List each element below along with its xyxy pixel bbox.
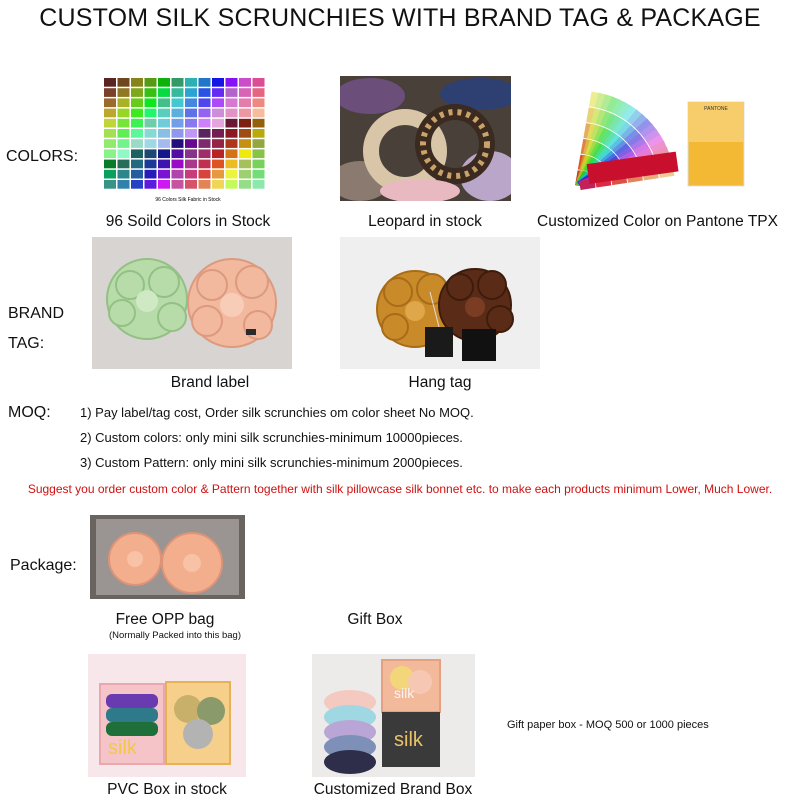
color-swatch [253, 170, 265, 179]
color-swatch [145, 98, 157, 107]
color-swatch [131, 180, 143, 189]
moq-line-1: 1) Pay label/tag cost, Order silk scrunchies om color sheet No MOQ. [80, 405, 474, 420]
color-swatch [239, 160, 251, 169]
color-swatch [185, 160, 197, 169]
moq-line-2: 2) Custom colors: only mini silk scrunchies-minimum 10000pieces. [80, 430, 463, 445]
color-swatch [104, 88, 116, 97]
color-swatch [253, 160, 265, 169]
opp-bag-image [90, 515, 245, 599]
caption-opp-bag: Free OPP bag [115, 611, 215, 628]
color-swatch [118, 78, 130, 87]
moq-line-3: 3) Custom Pattern: only mini silk scrunchies-minimum 2000pieces. [80, 455, 463, 470]
color-swatch [185, 98, 197, 107]
color-swatch [212, 78, 224, 87]
color-swatch [199, 109, 211, 118]
color-swatch [158, 78, 170, 87]
color-swatch [118, 98, 130, 107]
color-swatch [118, 139, 130, 148]
color-swatch-image [100, 76, 276, 206]
color-swatch [199, 180, 211, 189]
color-swatch [212, 129, 224, 138]
color-swatch [145, 180, 157, 189]
color-swatch [226, 180, 238, 189]
color-swatch [104, 78, 116, 87]
color-swatch [226, 129, 238, 138]
brand-box-image [312, 654, 475, 777]
color-swatch [145, 119, 157, 128]
color-swatch [239, 129, 251, 138]
color-swatch [212, 160, 224, 169]
color-swatch [118, 88, 130, 97]
color-swatch [145, 78, 157, 87]
color-swatch [145, 139, 157, 148]
color-swatch [158, 119, 170, 128]
color-swatch [185, 109, 197, 118]
color-swatch [226, 139, 238, 148]
color-swatch [104, 180, 116, 189]
color-swatch [185, 170, 197, 179]
color-swatch [131, 109, 143, 118]
color-swatch [131, 88, 143, 97]
color-swatch [239, 119, 251, 128]
color-swatch [172, 119, 184, 128]
color-swatch [199, 98, 211, 107]
color-swatch [253, 98, 265, 107]
color-swatch [118, 129, 130, 138]
brand-tag-label-line2: TAG: [8, 335, 45, 352]
opp-bag-note: (Normally Packed into this bag) [109, 630, 241, 641]
color-swatch [239, 170, 251, 179]
color-swatch [226, 149, 238, 158]
color-swatch [158, 160, 170, 169]
color-swatch [253, 129, 265, 138]
color-swatch [199, 149, 211, 158]
color-swatch [185, 78, 197, 87]
color-swatch [158, 139, 170, 148]
color-swatch [199, 78, 211, 87]
swatch-caption-text: 96 Colors Silk Fabric in Stock [155, 197, 221, 203]
color-swatch [212, 119, 224, 128]
colors-section-label: COLORS: [6, 148, 79, 165]
color-swatch [172, 109, 184, 118]
color-swatch [172, 180, 184, 189]
caption-leopard: Leopard in stock [368, 213, 482, 230]
brand-label-image [92, 237, 292, 369]
color-swatch [104, 170, 116, 179]
color-swatch [185, 180, 197, 189]
color-swatch [158, 109, 170, 118]
color-swatch [253, 119, 265, 128]
color-swatch [253, 78, 265, 87]
color-swatch [131, 119, 143, 128]
color-swatch [226, 160, 238, 169]
color-swatch [172, 98, 184, 107]
brand-box-silk-text-top: silk [394, 685, 415, 701]
color-swatch [239, 109, 251, 118]
hang-tag-image [340, 237, 540, 369]
gift-box-heading: Gift Box [347, 611, 403, 628]
brand-tag-label-line1: BRAND [8, 305, 65, 322]
leopard-image [340, 76, 511, 201]
color-swatch [185, 149, 197, 158]
color-swatch [172, 129, 184, 138]
color-swatch [118, 119, 130, 128]
color-swatch [131, 170, 143, 179]
color-swatch [199, 119, 211, 128]
color-swatch [131, 160, 143, 169]
color-swatch [104, 139, 116, 148]
pvc-box-image [88, 654, 246, 777]
color-swatch [226, 98, 238, 107]
caption-pantone: Customized Color on Pantone TPX [537, 213, 778, 230]
pantone-card-text: PANTONE [704, 106, 728, 112]
color-swatch [131, 139, 143, 148]
color-swatch [145, 88, 157, 97]
color-swatch [226, 119, 238, 128]
color-swatch [239, 88, 251, 97]
color-swatch [199, 129, 211, 138]
color-swatch [131, 98, 143, 107]
pantone-fan [560, 76, 750, 194]
moq-suggestion: Suggest you order custom color & Pattern together with silk pillowcase silk bonnet etc. to make each products minimum Lower, Much Lower. [27, 482, 773, 496]
caption-96-colors: 96 Soild Colors in Stock [105, 213, 271, 230]
color-swatch [199, 88, 211, 97]
color-swatch [172, 88, 184, 97]
color-swatch [253, 88, 265, 97]
package-label: Package: [10, 557, 77, 574]
color-swatch [104, 149, 116, 158]
color-swatch [239, 139, 251, 148]
color-swatch [118, 170, 130, 179]
color-swatch [185, 119, 197, 128]
color-swatch [239, 149, 251, 158]
color-swatch [253, 139, 265, 148]
color-swatch [185, 88, 197, 97]
color-swatch [212, 170, 224, 179]
color-swatch [118, 180, 130, 189]
color-swatch [158, 149, 170, 158]
color-swatch [172, 160, 184, 169]
color-swatch [104, 129, 116, 138]
color-swatch [226, 170, 238, 179]
brand-box-silk-text: silk [394, 729, 423, 751]
color-swatch [172, 149, 184, 158]
color-swatch [104, 160, 116, 169]
color-swatch [185, 129, 197, 138]
color-swatch [212, 98, 224, 107]
color-swatch [131, 78, 143, 87]
color-swatch [158, 170, 170, 179]
color-swatch [104, 109, 116, 118]
color-swatch [158, 98, 170, 107]
color-swatch [158, 88, 170, 97]
color-swatch [199, 139, 211, 148]
color-swatch [158, 180, 170, 189]
color-swatch [104, 119, 116, 128]
color-swatch [131, 129, 143, 138]
pvc-box-silk-text: silk [108, 737, 137, 759]
color-swatch [253, 109, 265, 118]
color-swatch [185, 139, 197, 148]
color-swatch [212, 109, 224, 118]
color-swatch [118, 149, 130, 158]
color-swatch [239, 98, 251, 107]
color-swatch [118, 160, 130, 169]
moq-label: MOQ: [8, 404, 51, 421]
color-swatch [104, 98, 116, 107]
color-swatch [145, 149, 157, 158]
color-swatch [253, 180, 265, 189]
page-title: CUSTOM SILK SCRUNCHIES WITH BRAND TAG & PACKAGE [39, 4, 761, 32]
color-swatch [212, 139, 224, 148]
color-swatch [199, 160, 211, 169]
color-swatch [158, 129, 170, 138]
color-swatch [226, 109, 238, 118]
color-swatch [172, 78, 184, 87]
caption-hang-tag: Hang tag [408, 374, 472, 391]
color-swatch [145, 170, 157, 179]
color-swatch [212, 149, 224, 158]
color-swatch [239, 78, 251, 87]
color-swatch [118, 109, 130, 118]
color-swatch [212, 88, 224, 97]
color-swatch [199, 170, 211, 179]
pantone-image [560, 76, 750, 194]
gift-box-moq-note: Gift paper box - MOQ 500 or 1000 pieces [507, 719, 709, 731]
color-swatch [226, 78, 238, 87]
color-swatch-grid [100, 76, 276, 206]
color-swatch [145, 129, 157, 138]
color-swatch [131, 149, 143, 158]
color-swatch [226, 88, 238, 97]
color-swatch [172, 170, 184, 179]
color-swatch [212, 180, 224, 189]
color-swatch [253, 149, 265, 158]
color-swatch [172, 139, 184, 148]
caption-pvc-box: PVC Box in stock [107, 781, 227, 798]
color-swatch [239, 180, 251, 189]
color-swatch [145, 109, 157, 118]
caption-brand-box: Customized Brand Box [313, 781, 473, 798]
caption-brand-label: Brand label [170, 374, 250, 391]
color-swatch [145, 160, 157, 169]
